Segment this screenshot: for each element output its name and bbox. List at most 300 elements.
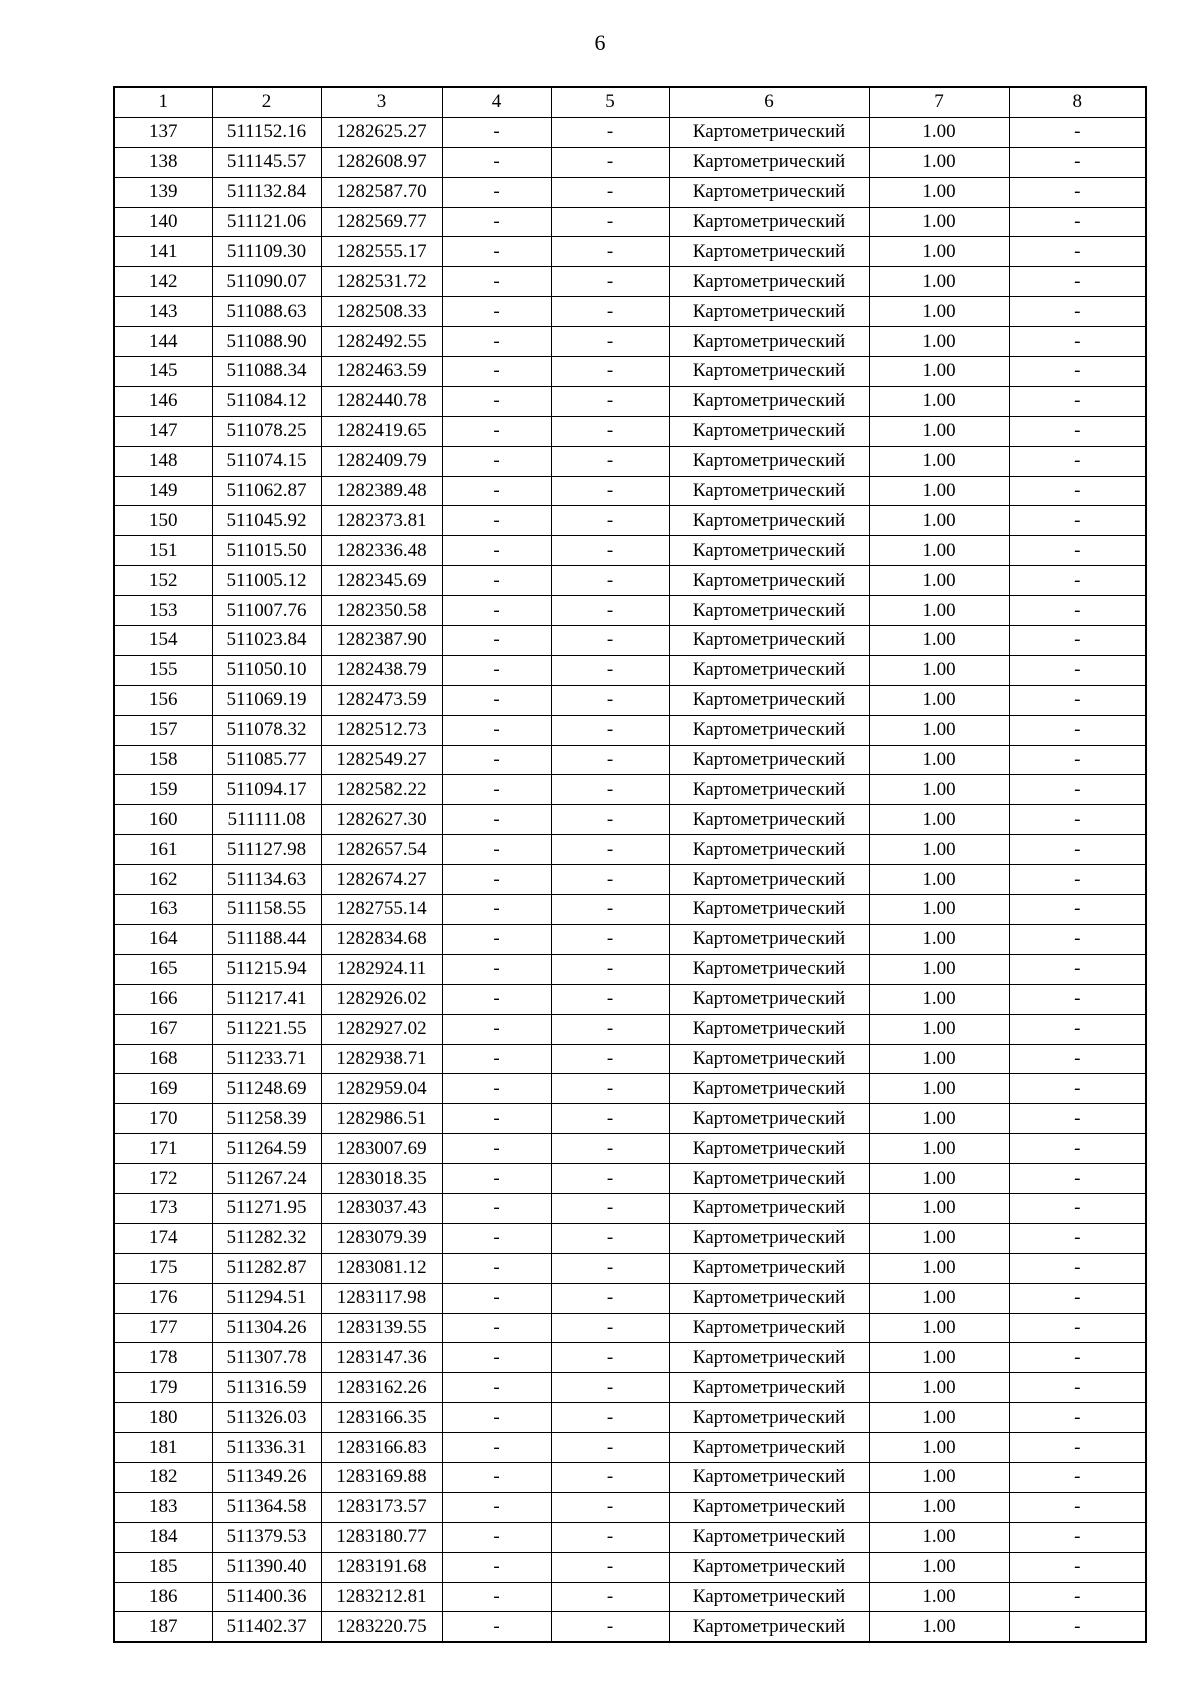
accuracy-cell: 1.00 xyxy=(869,895,1009,925)
accuracy-cell: 1.00 xyxy=(869,1223,1009,1253)
col-5-cell: - xyxy=(551,1492,669,1522)
coord-y-cell: 1283191.68 xyxy=(321,1552,442,1582)
accuracy-cell: 1.00 xyxy=(869,327,1009,357)
col-4-cell: - xyxy=(442,1164,551,1194)
col-5-cell: - xyxy=(551,566,669,596)
table-row xyxy=(114,1134,1146,1164)
coord-y-cell: 1282927.02 xyxy=(321,1014,442,1044)
coord-y-cell: 1282674.27 xyxy=(321,865,442,895)
col-8-cell: - xyxy=(1009,1582,1146,1612)
col-4-cell: - xyxy=(442,566,551,596)
method-cell: Картометрический xyxy=(669,1612,869,1642)
point-number-cell: 146 xyxy=(114,386,212,416)
method-cell: Картометрический xyxy=(669,357,869,387)
coord-y-cell: 1282389.48 xyxy=(321,476,442,506)
col-5-cell: - xyxy=(551,1462,669,1492)
col-5-cell: - xyxy=(551,1223,669,1253)
coord-x-cell: 511015.50 xyxy=(212,536,321,566)
coord-x-cell: 511084.12 xyxy=(212,386,321,416)
point-number-cell: 173 xyxy=(114,1193,212,1223)
col-8-cell: - xyxy=(1009,1253,1146,1283)
col-4-cell: - xyxy=(442,865,551,895)
table-row xyxy=(114,297,1146,327)
col-4-cell: - xyxy=(442,536,551,566)
accuracy-cell: 1.00 xyxy=(869,924,1009,954)
col-8-cell: - xyxy=(1009,566,1146,596)
coord-y-cell: 1283180.77 xyxy=(321,1522,442,1552)
table-row xyxy=(114,1522,1146,1552)
col-4-cell: - xyxy=(442,147,551,177)
col-5-cell: - xyxy=(551,1552,669,1582)
coord-x-cell: 511088.63 xyxy=(212,297,321,327)
col-8-cell: - xyxy=(1009,1283,1146,1313)
table-row xyxy=(114,685,1146,715)
accuracy-cell: 1.00 xyxy=(869,775,1009,805)
column-header: 5 xyxy=(551,87,669,117)
accuracy-cell: 1.00 xyxy=(869,745,1009,775)
method-cell: Картометрический xyxy=(669,506,869,536)
col-5-cell: - xyxy=(551,416,669,446)
point-number-cell: 176 xyxy=(114,1283,212,1313)
point-number-cell: 147 xyxy=(114,416,212,446)
table-row xyxy=(114,1044,1146,1074)
accuracy-cell: 1.00 xyxy=(869,476,1009,506)
col-8-cell: - xyxy=(1009,596,1146,626)
point-number-cell: 166 xyxy=(114,984,212,1014)
col-5-cell: - xyxy=(551,237,669,267)
column-header: 4 xyxy=(442,87,551,117)
point-number-cell: 170 xyxy=(114,1104,212,1134)
point-number-cell: 177 xyxy=(114,1313,212,1343)
col-8-cell: - xyxy=(1009,177,1146,207)
coord-x-cell: 511402.37 xyxy=(212,1612,321,1642)
accuracy-cell: 1.00 xyxy=(869,1283,1009,1313)
method-cell: Картометрический xyxy=(669,596,869,626)
accuracy-cell: 1.00 xyxy=(869,596,1009,626)
col-5-cell: - xyxy=(551,177,669,207)
col-5-cell: - xyxy=(551,1164,669,1194)
coord-x-cell: 511152.16 xyxy=(212,117,321,147)
coord-x-cell: 511088.90 xyxy=(212,327,321,357)
coord-y-cell: 1282555.17 xyxy=(321,237,442,267)
col-5-cell: - xyxy=(551,1074,669,1104)
col-8-cell: - xyxy=(1009,357,1146,387)
coord-y-cell: 1282508.33 xyxy=(321,297,442,327)
accuracy-cell: 1.00 xyxy=(869,357,1009,387)
coord-y-cell: 1282657.54 xyxy=(321,835,442,865)
column-header: 7 xyxy=(869,87,1009,117)
table-row xyxy=(114,267,1146,297)
coord-y-cell: 1283007.69 xyxy=(321,1134,442,1164)
table-row xyxy=(114,984,1146,1014)
col-5-cell: - xyxy=(551,1343,669,1373)
table-row xyxy=(114,1164,1146,1194)
point-number-cell: 154 xyxy=(114,626,212,656)
method-cell: Картометрический xyxy=(669,1134,869,1164)
col-5-cell: - xyxy=(551,655,669,685)
col-5-cell: - xyxy=(551,357,669,387)
coord-y-cell: 1283037.43 xyxy=(321,1193,442,1223)
coord-x-cell: 511316.59 xyxy=(212,1373,321,1403)
accuracy-cell: 1.00 xyxy=(869,506,1009,536)
column-header: 6 xyxy=(669,87,869,117)
point-number-cell: 155 xyxy=(114,655,212,685)
col-4-cell: - xyxy=(442,1433,551,1463)
col-5-cell: - xyxy=(551,984,669,1014)
col-5-cell: - xyxy=(551,1134,669,1164)
method-cell: Картометрический xyxy=(669,1403,869,1433)
table-row xyxy=(114,1074,1146,1104)
col-4-cell: - xyxy=(442,117,551,147)
method-cell: Картометрический xyxy=(669,297,869,327)
method-cell: Картометрический xyxy=(669,835,869,865)
table-row xyxy=(114,954,1146,984)
coord-y-cell: 1283147.36 xyxy=(321,1343,442,1373)
table-row xyxy=(114,1492,1146,1522)
col-5-cell: - xyxy=(551,506,669,536)
point-number-cell: 159 xyxy=(114,775,212,805)
table-row xyxy=(114,1582,1146,1612)
accuracy-cell: 1.00 xyxy=(869,1343,1009,1373)
point-number-cell: 158 xyxy=(114,745,212,775)
col-5-cell: - xyxy=(551,895,669,925)
table-row xyxy=(114,1433,1146,1463)
coord-y-cell: 1282834.68 xyxy=(321,924,442,954)
col-5-cell: - xyxy=(551,536,669,566)
coord-y-cell: 1282549.27 xyxy=(321,745,442,775)
col-5-cell: - xyxy=(551,954,669,984)
col-4-cell: - xyxy=(442,1223,551,1253)
method-cell: Картометрический xyxy=(669,895,869,925)
coord-x-cell: 511127.98 xyxy=(212,835,321,865)
method-cell: Картометрический xyxy=(669,1044,869,1074)
point-number-cell: 148 xyxy=(114,446,212,476)
col-8-cell: - xyxy=(1009,536,1146,566)
accuracy-cell: 1.00 xyxy=(869,626,1009,656)
accuracy-cell: 1.00 xyxy=(869,685,1009,715)
point-number-cell: 175 xyxy=(114,1253,212,1283)
method-cell: Картометрический xyxy=(669,1014,869,1044)
table-row xyxy=(114,745,1146,775)
table-row xyxy=(114,596,1146,626)
coord-x-cell: 511088.34 xyxy=(212,357,321,387)
col-4-cell: - xyxy=(442,596,551,626)
col-4-cell: - xyxy=(442,895,551,925)
col-8-cell: - xyxy=(1009,1074,1146,1104)
coord-x-cell: 511111.08 xyxy=(212,805,321,835)
point-number-cell: 165 xyxy=(114,954,212,984)
table-row xyxy=(114,1462,1146,1492)
table-row xyxy=(114,147,1146,177)
col-8-cell: - xyxy=(1009,476,1146,506)
method-cell: Картометрический xyxy=(669,147,869,177)
col-4-cell: - xyxy=(442,446,551,476)
coord-x-cell: 511134.63 xyxy=(212,865,321,895)
col-4-cell: - xyxy=(442,357,551,387)
table-row xyxy=(114,566,1146,596)
col-8-cell: - xyxy=(1009,1462,1146,1492)
point-number-cell: 156 xyxy=(114,685,212,715)
table-row xyxy=(114,1283,1146,1313)
accuracy-cell: 1.00 xyxy=(869,805,1009,835)
col-8-cell: - xyxy=(1009,745,1146,775)
point-number-cell: 151 xyxy=(114,536,212,566)
method-cell: Картометрический xyxy=(669,1492,869,1522)
col-4-cell: - xyxy=(442,1104,551,1134)
coord-y-cell: 1282373.81 xyxy=(321,506,442,536)
col-4-cell: - xyxy=(442,1492,551,1522)
accuracy-cell: 1.00 xyxy=(869,446,1009,476)
col-5-cell: - xyxy=(551,835,669,865)
method-cell: Картометрический xyxy=(669,805,869,835)
col-4-cell: - xyxy=(442,177,551,207)
col-4-cell: - xyxy=(442,327,551,357)
col-4-cell: - xyxy=(442,835,551,865)
coord-x-cell: 511062.87 xyxy=(212,476,321,506)
point-number-cell: 164 xyxy=(114,924,212,954)
coord-y-cell: 1283139.55 xyxy=(321,1313,442,1343)
col-8-cell: - xyxy=(1009,1403,1146,1433)
point-number-cell: 143 xyxy=(114,297,212,327)
point-number-cell: 172 xyxy=(114,1164,212,1194)
coord-y-cell: 1282440.78 xyxy=(321,386,442,416)
coord-y-cell: 1282627.30 xyxy=(321,805,442,835)
coord-x-cell: 511090.07 xyxy=(212,267,321,297)
col-8-cell: - xyxy=(1009,1223,1146,1253)
table-row xyxy=(114,357,1146,387)
accuracy-cell: 1.00 xyxy=(869,1552,1009,1582)
accuracy-cell: 1.00 xyxy=(869,207,1009,237)
col-5-cell: - xyxy=(551,596,669,626)
col-8-cell: - xyxy=(1009,655,1146,685)
col-8-cell: - xyxy=(1009,416,1146,446)
table-row xyxy=(114,327,1146,357)
point-number-cell: 152 xyxy=(114,566,212,596)
col-4-cell: - xyxy=(442,386,551,416)
point-number-cell: 181 xyxy=(114,1433,212,1463)
col-5-cell: - xyxy=(551,924,669,954)
coord-x-cell: 511267.24 xyxy=(212,1164,321,1194)
point-number-cell: 186 xyxy=(114,1582,212,1612)
accuracy-cell: 1.00 xyxy=(869,1164,1009,1194)
accuracy-cell: 1.00 xyxy=(869,1104,1009,1134)
method-cell: Картометрический xyxy=(669,1552,869,1582)
coord-y-cell: 1282986.51 xyxy=(321,1104,442,1134)
method-cell: Картометрический xyxy=(669,1582,869,1612)
col-8-cell: - xyxy=(1009,386,1146,416)
col-5-cell: - xyxy=(551,117,669,147)
point-number-cell: 150 xyxy=(114,506,212,536)
col-4-cell: - xyxy=(442,506,551,536)
method-cell: Картометрический xyxy=(669,237,869,267)
coord-x-cell: 511005.12 xyxy=(212,566,321,596)
coord-x-cell: 511050.10 xyxy=(212,655,321,685)
col-4-cell: - xyxy=(442,476,551,506)
col-8-cell: - xyxy=(1009,1313,1146,1343)
method-cell: Картометрический xyxy=(669,775,869,805)
col-8-cell: - xyxy=(1009,984,1146,1014)
point-number-cell: 142 xyxy=(114,267,212,297)
col-5-cell: - xyxy=(551,297,669,327)
col-4-cell: - xyxy=(442,267,551,297)
col-8-cell: - xyxy=(1009,895,1146,925)
coord-y-cell: 1282512.73 xyxy=(321,715,442,745)
table-row xyxy=(114,775,1146,805)
col-5-cell: - xyxy=(551,267,669,297)
accuracy-cell: 1.00 xyxy=(869,1253,1009,1283)
col-8-cell: - xyxy=(1009,1373,1146,1403)
method-cell: Картометрический xyxy=(669,865,869,895)
table-row xyxy=(114,1193,1146,1223)
col-4-cell: - xyxy=(442,1193,551,1223)
coord-x-cell: 511248.69 xyxy=(212,1074,321,1104)
method-cell: Картометрический xyxy=(669,386,869,416)
accuracy-cell: 1.00 xyxy=(869,117,1009,147)
method-cell: Картометрический xyxy=(669,1522,869,1552)
coord-y-cell: 1282336.48 xyxy=(321,536,442,566)
accuracy-cell: 1.00 xyxy=(869,267,1009,297)
method-cell: Картометрический xyxy=(669,267,869,297)
accuracy-cell: 1.00 xyxy=(869,1403,1009,1433)
table-row xyxy=(114,177,1146,207)
coord-x-cell: 511188.44 xyxy=(212,924,321,954)
coord-x-cell: 511390.40 xyxy=(212,1552,321,1582)
method-cell: Картометрический xyxy=(669,1164,869,1194)
method-cell: Картометрический xyxy=(669,655,869,685)
method-cell: Картометрический xyxy=(669,446,869,476)
coord-x-cell: 511258.39 xyxy=(212,1104,321,1134)
col-8-cell: - xyxy=(1009,805,1146,835)
point-number-cell: 179 xyxy=(114,1373,212,1403)
coord-y-cell: 1282755.14 xyxy=(321,895,442,925)
column-header: 8 xyxy=(1009,87,1146,117)
coord-y-cell: 1283018.35 xyxy=(321,1164,442,1194)
coord-x-cell: 511074.15 xyxy=(212,446,321,476)
col-5-cell: - xyxy=(551,1522,669,1552)
col-8-cell: - xyxy=(1009,327,1146,357)
table-row xyxy=(114,386,1146,416)
coord-x-cell: 511336.31 xyxy=(212,1433,321,1463)
coord-x-cell: 511109.30 xyxy=(212,237,321,267)
col-4-cell: - xyxy=(442,626,551,656)
col-5-cell: - xyxy=(551,1582,669,1612)
col-4-cell: - xyxy=(442,984,551,1014)
coord-x-cell: 511121.06 xyxy=(212,207,321,237)
coord-y-cell: 1282409.79 xyxy=(321,446,442,476)
col-4-cell: - xyxy=(442,655,551,685)
coord-y-cell: 1282473.59 xyxy=(321,685,442,715)
point-number-cell: 169 xyxy=(114,1074,212,1104)
method-cell: Картометрический xyxy=(669,715,869,745)
coord-y-cell: 1282608.97 xyxy=(321,147,442,177)
method-cell: Картометрический xyxy=(669,954,869,984)
method-cell: Картометрический xyxy=(669,1074,869,1104)
method-cell: Картометрический xyxy=(669,416,869,446)
method-cell: Картометрический xyxy=(669,1193,869,1223)
col-5-cell: - xyxy=(551,1283,669,1313)
col-4-cell: - xyxy=(442,805,551,835)
accuracy-cell: 1.00 xyxy=(869,1014,1009,1044)
method-cell: Картометрический xyxy=(669,1223,869,1253)
accuracy-cell: 1.00 xyxy=(869,177,1009,207)
coord-y-cell: 1282492.55 xyxy=(321,327,442,357)
table-row xyxy=(114,1014,1146,1044)
method-cell: Картометрический xyxy=(669,476,869,506)
coord-y-cell: 1282419.65 xyxy=(321,416,442,446)
accuracy-cell: 1.00 xyxy=(869,655,1009,685)
col-8-cell: - xyxy=(1009,924,1146,954)
coord-y-cell: 1282587.70 xyxy=(321,177,442,207)
col-8-cell: - xyxy=(1009,1193,1146,1223)
col-5-cell: - xyxy=(551,805,669,835)
col-5-cell: - xyxy=(551,685,669,715)
col-8-cell: - xyxy=(1009,715,1146,745)
method-cell: Картометрический xyxy=(669,566,869,596)
point-number-cell: 174 xyxy=(114,1223,212,1253)
col-4-cell: - xyxy=(442,1343,551,1373)
col-8-cell: - xyxy=(1009,267,1146,297)
table-row xyxy=(114,1313,1146,1343)
coord-y-cell: 1283079.39 xyxy=(321,1223,442,1253)
point-number-cell: 141 xyxy=(114,237,212,267)
accuracy-cell: 1.00 xyxy=(869,1193,1009,1223)
col-4-cell: - xyxy=(442,1074,551,1104)
table-row xyxy=(114,506,1146,536)
coord-x-cell: 511264.59 xyxy=(212,1134,321,1164)
accuracy-cell: 1.00 xyxy=(869,1044,1009,1074)
col-4-cell: - xyxy=(442,1582,551,1612)
coord-y-cell: 1282926.02 xyxy=(321,984,442,1014)
method-cell: Картометрический xyxy=(669,1313,869,1343)
coord-y-cell: 1283212.81 xyxy=(321,1582,442,1612)
accuracy-cell: 1.00 xyxy=(869,1612,1009,1642)
table-row xyxy=(114,1223,1146,1253)
col-5-cell: - xyxy=(551,1014,669,1044)
point-number-cell: 182 xyxy=(114,1462,212,1492)
point-number-cell: 138 xyxy=(114,147,212,177)
method-cell: Картометрический xyxy=(669,1253,869,1283)
method-cell: Картометрический xyxy=(669,177,869,207)
coord-x-cell: 511379.53 xyxy=(212,1522,321,1552)
point-number-cell: 139 xyxy=(114,177,212,207)
coord-x-cell: 511282.32 xyxy=(212,1223,321,1253)
col-8-cell: - xyxy=(1009,1522,1146,1552)
col-8-cell: - xyxy=(1009,237,1146,267)
col-8-cell: - xyxy=(1009,1134,1146,1164)
point-number-cell: 187 xyxy=(114,1612,212,1642)
col-4-cell: - xyxy=(442,685,551,715)
point-number-cell: 149 xyxy=(114,476,212,506)
coord-y-cell: 1283081.12 xyxy=(321,1253,442,1283)
table-row xyxy=(114,1612,1146,1642)
coord-x-cell: 511078.32 xyxy=(212,715,321,745)
point-number-cell: 144 xyxy=(114,327,212,357)
coord-x-cell: 511326.03 xyxy=(212,1403,321,1433)
col-8-cell: - xyxy=(1009,1164,1146,1194)
coord-x-cell: 511217.41 xyxy=(212,984,321,1014)
method-cell: Картометрический xyxy=(669,1283,869,1313)
coord-x-cell: 511282.87 xyxy=(212,1253,321,1283)
point-number-cell: 167 xyxy=(114,1014,212,1044)
col-5-cell: - xyxy=(551,1433,669,1463)
table-row xyxy=(114,237,1146,267)
col-4-cell: - xyxy=(442,924,551,954)
point-number-cell: 161 xyxy=(114,835,212,865)
accuracy-cell: 1.00 xyxy=(869,1433,1009,1463)
col-5-cell: - xyxy=(551,147,669,177)
coord-x-cell: 511294.51 xyxy=(212,1283,321,1313)
accuracy-cell: 1.00 xyxy=(869,1134,1009,1164)
